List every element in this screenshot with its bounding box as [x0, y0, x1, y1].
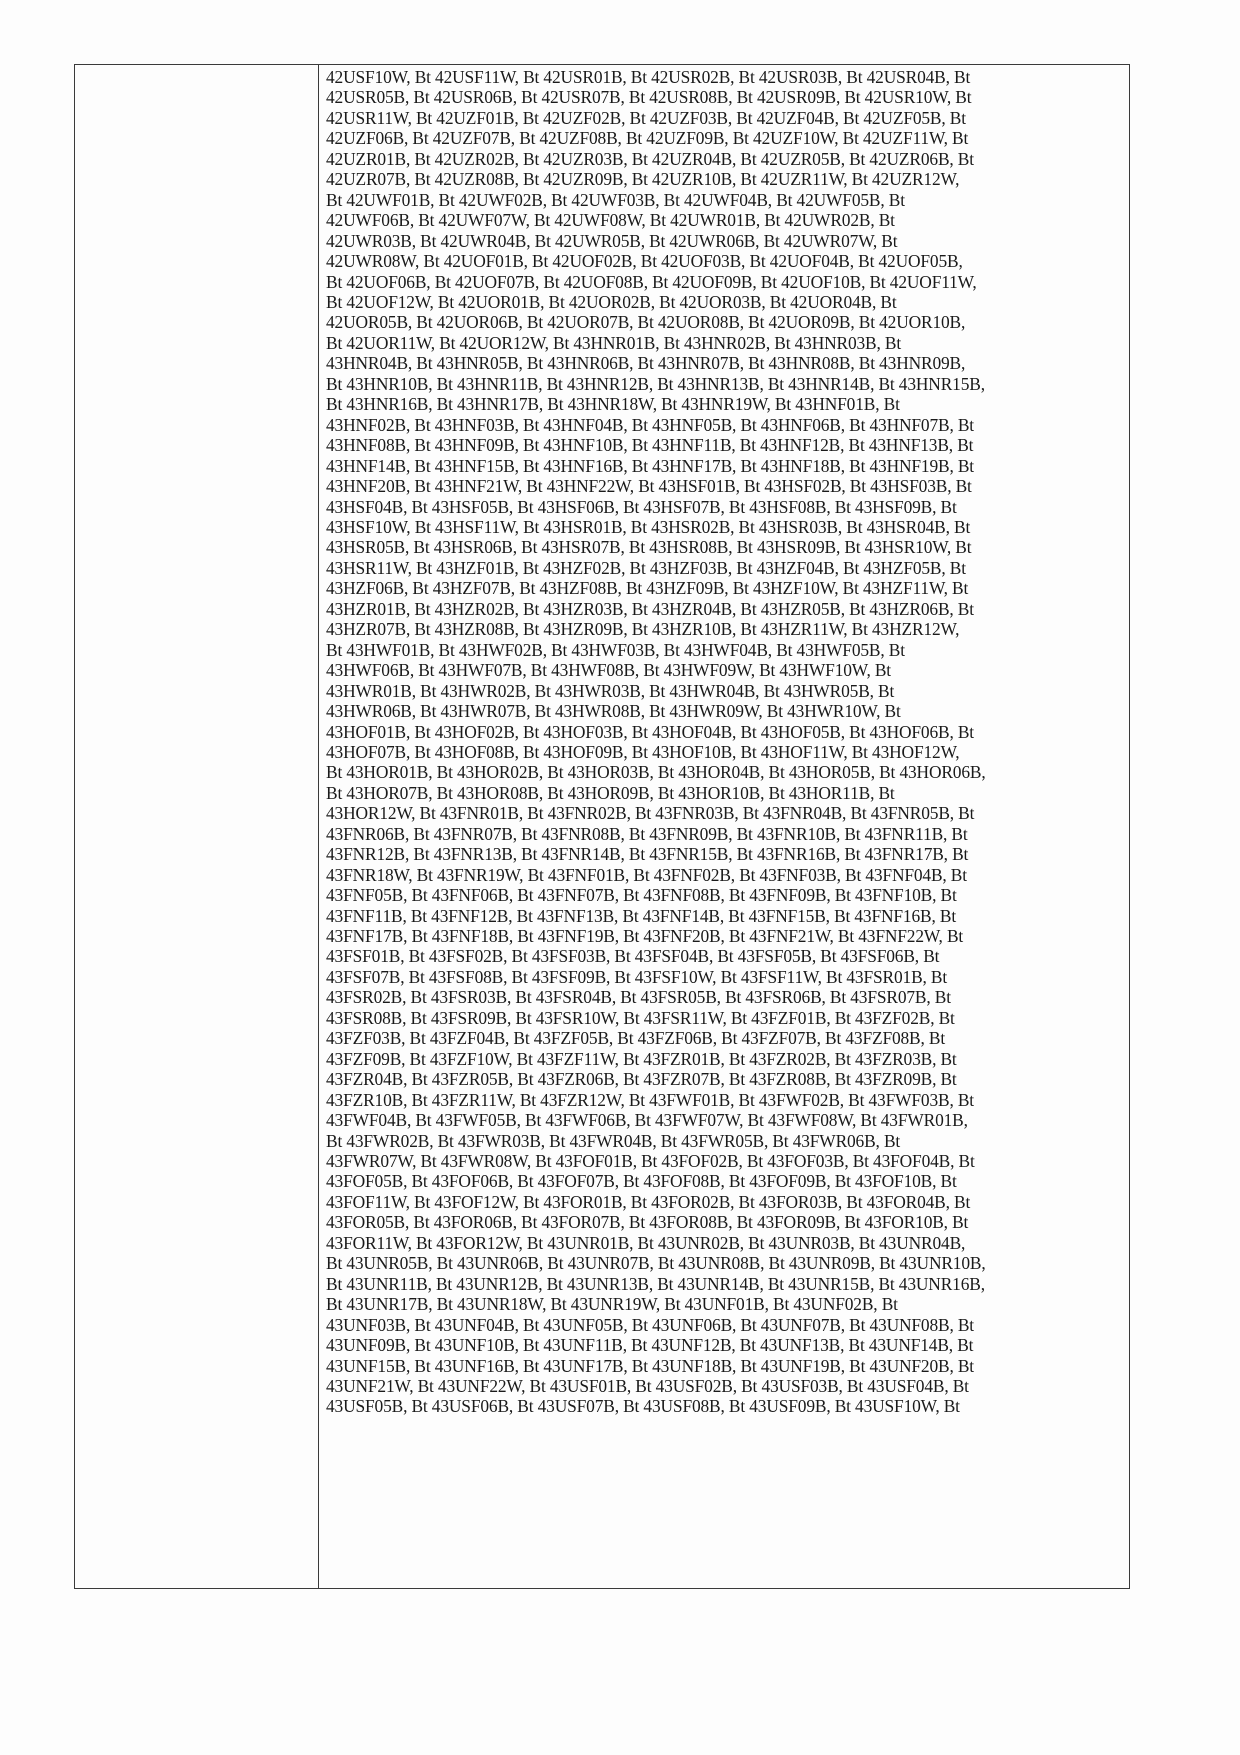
text-line: 43HSR05B, Bt 43HSR06B, Bt 43HSR07B, Bt 43HSR08B, Bt 43HSR09B, Bt 43HSR10W, Bt [326, 537, 972, 558]
text-lines [326, 67, 1117, 1417]
text-line: Bt 43UNR17B, Bt 43UNR18W, Bt 43UNR19W, Bt 43UNF01B, Bt 43UNF02B, Bt [326, 1294, 898, 1315]
text-line: 43HZR07B, Bt 43HZR08B, Bt 43HZR09B, Bt 43HZR10B, Bt 43HZR11W, Bt 43HZR12W, [326, 619, 960, 640]
text-line: Bt 43HNR16B, Bt 43HNR17B, Bt 43HNR18W, Bt 43HNR19W, Bt 43HNF01B, Bt [326, 394, 900, 415]
text-line: 43FOR11W, Bt 43FOR12W, Bt 43UNR01B, Bt 43UNR02B, Bt 43UNR03B, Bt 43UNR04B, [326, 1232, 966, 1253]
text-line: 42UWR08W, Bt 42UOF01B, Bt 42UOF02B, Bt 42UOF03B, Bt 42UOF04B, Bt 42UOF05B, [326, 251, 963, 272]
text-line: 43FSF01B, Bt 43FSF02B, Bt 43FSF03B, Bt 43FSF04B, Bt 43FSF05B, Bt 43FSF06B, Bt [326, 946, 940, 967]
text-line: 42UOR05B, Bt 42UOR06B, Bt 42UOR07B, Bt 42UOR08B, Bt 42UOR09B, Bt 42UOR10B, [326, 312, 966, 333]
text-line: 43HOF01B, Bt 43HOF02B, Bt 43HOF03B, Bt 43HOF04B, Bt 43HOF05B, Bt 43HOF06B, Bt [326, 721, 974, 742]
text-line: 43FNR06B, Bt 43FNR07B, Bt 43FNR08B, Bt 43FNR09B, Bt 43FNR10B, Bt 43FNR11B, Bt [326, 823, 968, 844]
text-line: Bt 43HOR07B, Bt 43HOR08B, Bt 43HOR09B, Bt 43HOR10B, Bt 43HOR11B, Bt [326, 782, 895, 803]
text-line: 43HNF02B, Bt 43HNF03B, Bt 43HNF04B, Bt 43HNF05B, Bt 43HNF06B, Bt 43HNF07B, Bt [326, 414, 974, 435]
text-line: 43HWR06B, Bt 43HWR07B, Bt 43HWR08B, Bt 43HWR09W, Bt 43HWR10W, Bt [326, 701, 901, 722]
text-line: Bt 42UOF06B, Bt 42UOF07B, Bt 42UOF08B, Bt 42UOF09B, Bt 42UOF10B, Bt 42UOF11W, [326, 271, 977, 292]
text-line: 42UZR01B, Bt 42UZR02B, Bt 42UZR03B, Bt 42UZR04B, Bt 42UZR05B, Bt 42UZR06B, Bt [326, 148, 974, 169]
text-line: Bt 43UNR11B, Bt 43UNR12B, Bt 43UNR13B, Bt 43UNR14B, Bt 43UNR15B, Bt 43UNR16B, [326, 1273, 985, 1294]
text-line: 43HSF10W, Bt 43HSF11W, Bt 43HSR01B, Bt 43HSR02B, Bt 43HSR03B, Bt 43HSR04B, Bt [326, 516, 971, 537]
text-line: 43FNR18W, Bt 43FNR19W, Bt 43FNF01B, Bt 43FNF02B, Bt 43FNF03B, Bt 43FNF04B, Bt [326, 864, 967, 885]
text-line: 43HOR12W, Bt 43FNR01B, Bt 43FNR02B, Bt 43FNR03B, Bt 43FNR04B, Bt 43FNR05B, Bt [326, 803, 975, 824]
text-line: 42UZF06B, Bt 42UZF07B, Bt 42UZF08B, Bt 42UZF09B, Bt 42UZF10W, Bt 42UZF11W, Bt [326, 128, 969, 149]
text-line: 42UWF06B, Bt 42UWF07W, Bt 42UWF08W, Bt 42UWR01B, Bt 42UWR02B, Bt [326, 210, 895, 231]
text-line: 43UNF09B, Bt 43UNF10B, Bt 43UNF11B, Bt 43UNF12B, Bt 43UNF13B, Bt 43UNF14B, Bt [326, 1335, 974, 1356]
document-table [74, 64, 1130, 1589]
text-line: Bt 43HWF01B, Bt 43HWF02B, Bt 43HWF03B, Bt 43HWF04B, Bt 43HWF05B, Bt [326, 639, 905, 660]
text-line: 43FZF09B, Bt 43FZF10W, Bt 43FZF11W, Bt 43FZR01B, Bt 43FZR02B, Bt 43FZR03B, Bt [326, 1048, 957, 1069]
text-line: 43UNF15B, Bt 43UNF16B, Bt 43UNF17B, Bt 43UNF18B, Bt 43UNF19B, Bt 43UNF20B, Bt [326, 1355, 974, 1376]
table-left-cell [75, 65, 319, 1588]
text-line: 43FZR10B, Bt 43FZR11W, Bt 43FZR12W, Bt 43FWF01B, Bt 43FWF02B, Bt 43FWF03B, Bt [326, 1089, 974, 1110]
text-line: 43FZF03B, Bt 43FZF04B, Bt 43FZF05B, Bt 43FZF06B, Bt 43FZF07B, Bt 43FZF08B, Bt [326, 1028, 946, 1049]
text-line: 43FNR12B, Bt 43FNR13B, Bt 43FNR14B, Bt 43FNR15B, Bt 43FNR16B, Bt 43FNR17B, Bt [326, 844, 969, 865]
text-line: 43HNR04B, Bt 43HNR05B, Bt 43HNR06B, Bt 43HNR07B, Bt 43HNR08B, Bt 43HNR09B, [326, 353, 966, 374]
text-line: 43UNF03B, Bt 43UNF04B, Bt 43UNF05B, Bt 43UNF06B, Bt 43UNF07B, Bt 43UNF08B, Bt [326, 1314, 974, 1335]
text-line: 43FSR08B, Bt 43FSR09B, Bt 43FSR10W, Bt 43FSR11W, Bt 43FZF01B, Bt 43FZF02B, Bt [326, 1007, 955, 1028]
text-line: 43FSR02B, Bt 43FSR03B, Bt 43FSR04B, Bt 43FSR05B, Bt 43FSR06B, Bt 43FSR07B, Bt [326, 987, 951, 1008]
text-line: 43HZF06B, Bt 43HZF07B, Bt 43HZF08B, Bt 43HZF09B, Bt 43HZF10W, Bt 43HZF11W, Bt [326, 578, 969, 599]
text-line: 43HSF04B, Bt 43HSF05B, Bt 43HSF06B, Bt 43HSF07B, Bt 43HSF08B, Bt 43HSF09B, Bt [326, 496, 957, 517]
text-line: 43HSR11W, Bt 43HZF01B, Bt 43HZF02B, Bt 43HZF03B, Bt 43HZF04B, Bt 43HZF05B, Bt [326, 557, 966, 578]
text-line: 43HNF08B, Bt 43HNF09B, Bt 43HNF10B, Bt 43HNF11B, Bt 43HNF12B, Bt 43HNF13B, Bt [326, 435, 974, 456]
text-line: 43USF05B, Bt 43USF06B, Bt 43USF07B, Bt 43USF08B, Bt 43USF09B, Bt 43USF10W, Bt [326, 1396, 960, 1417]
text-line: Bt 43UNR05B, Bt 43UNR06B, Bt 43UNR07B, Bt 43UNR08B, Bt 43UNR09B, Bt 43UNR10B, [326, 1253, 986, 1274]
text-line: 43FZR04B, Bt 43FZR05B, Bt 43FZR06B, Bt 43FZR07B, Bt 43FZR08B, Bt 43FZR09B, Bt [326, 1069, 957, 1090]
text-line: Bt 42UOF12W, Bt 42UOR01B, Bt 42UOR02B, Bt 42UOR03B, Bt 42UOR04B, Bt [326, 291, 897, 312]
text-line: 43FNF17B, Bt 43FNF18B, Bt 43FNF19B, Bt 43FNF20B, Bt 43FNF21W, Bt 43FNF22W, Bt [326, 926, 964, 947]
text-line: 42USR05B, Bt 42USR06B, Bt 42USR07B, Bt 42USR08B, Bt 42USR09B, Bt 42USR10W, Bt [326, 87, 972, 108]
text-line: Bt 43HOR01B, Bt 43HOR02B, Bt 43HOR03B, Bt 43HOR04B, Bt 43HOR05B, Bt 43HOR06B, [326, 762, 986, 783]
text-line: 43HWF06B, Bt 43HWF07B, Bt 43HWF08B, Bt 43HWF09W, Bt 43HWF10W, Bt [326, 660, 891, 681]
text-line: 42USR11W, Bt 42UZF01B, Bt 42UZF02B, Bt 42UZF03B, Bt 42UZF04B, Bt 42UZF05B, Bt [326, 107, 966, 128]
text-line: 42UZR07B, Bt 42UZR08B, Bt 42UZR09B, Bt 42UZR10B, Bt 42UZR11W, Bt 42UZR12W, [326, 169, 960, 190]
text-line: Bt 42UOR11W, Bt 42UOR12W, Bt 43HNR01B, Bt 43HNR02B, Bt 43HNR03B, Bt [326, 332, 902, 353]
text-line: 43FOF11W, Bt 43FOF12W, Bt 43FOR01B, Bt 43FOR02B, Bt 43FOR03B, Bt 43FOR04B, Bt [326, 1191, 971, 1212]
text-line: 43FOF05B, Bt 43FOF06B, Bt 43FOF07B, Bt 43FOF08B, Bt 43FOF09B, Bt 43FOF10B, Bt [326, 1171, 957, 1192]
text-line: 43UNF21W, Bt 43UNF22W, Bt 43USF01B, Bt 43USF02B, Bt 43USF03B, Bt 43USF04B, Bt [326, 1376, 969, 1396]
text-line: 42USF10W, Bt 42USF11W, Bt 42USR01B, Bt 42USR02B, Bt 42USR03B, Bt 42USR04B, Bt [326, 67, 971, 87]
text-line: Bt 42UWF01B, Bt 42UWF02B, Bt 42UWF03B, Bt 42UWF04B, Bt 42UWF05B, Bt [326, 189, 905, 210]
text-line: 43HNF14B, Bt 43HNF15B, Bt 43HNF16B, Bt 43HNF17B, Bt 43HNF18B, Bt 43HNF19B, Bt [326, 455, 974, 476]
text-line: 43FOR05B, Bt 43FOR06B, Bt 43FOR07B, Bt 43FOR08B, Bt 43FOR09B, Bt 43FOR10B, Bt [326, 1212, 969, 1233]
text-line: 43HOF07B, Bt 43HOF08B, Bt 43HOF09B, Bt 43HOF10B, Bt 43HOF11W, Bt 43HOF12W, [326, 741, 960, 762]
text-line: 43HNF20B, Bt 43HNF21W, Bt 43HNF22W, Bt 43HSF01B, Bt 43HSF02B, Bt 43HSF03B, Bt [326, 476, 972, 497]
text-line: 43HWR01B, Bt 43HWR02B, Bt 43HWR03B, Bt 43HWR04B, Bt 43HWR05B, Bt [326, 680, 895, 701]
text-line: Bt 43HNR10B, Bt 43HNR11B, Bt 43HNR12B, Bt 43HNR13B, Bt 43HNR14B, Bt 43HNR15B, [326, 373, 985, 394]
text-line: Bt 43FWR02B, Bt 43FWR03B, Bt 43FWR04B, Bt 43FWR05B, Bt 43FWR06B, Bt [326, 1130, 901, 1151]
text-line: 43HZR01B, Bt 43HZR02B, Bt 43HZR03B, Bt 43HZR04B, Bt 43HZR05B, Bt 43HZR06B, Bt [326, 598, 974, 619]
text-line: 43FWF04B, Bt 43FWF05B, Bt 43FWF06B, Bt 43FWF07W, Bt 43FWF08W, Bt 43FWR01B, [326, 1110, 968, 1131]
text-line: 43FSF07B, Bt 43FSF08B, Bt 43FSF09B, Bt 43FSF10W, Bt 43FSF11W, Bt 43FSR01B, Bt [326, 966, 948, 987]
text-line: 42UWR03B, Bt 42UWR04B, Bt 42UWR05B, Bt 42UWR06B, Bt 42UWR07W, Bt [326, 230, 898, 251]
text-line: 43FNF11B, Bt 43FNF12B, Bt 43FNF13B, Bt 43FNF14B, Bt 43FNF15B, Bt 43FNF16B, Bt [326, 905, 957, 926]
text-line: 43FNF05B, Bt 43FNF06B, Bt 43FNF07B, Bt 43FNF08B, Bt 43FNF09B, Bt 43FNF10B, Bt [326, 885, 957, 906]
text-line: 43FWR07W, Bt 43FWR08W, Bt 43FOF01B, Bt 43FOF02B, Bt 43FOF03B, Bt 43FOF04B, Bt [326, 1151, 975, 1172]
table-right-cell [320, 65, 1129, 1588]
